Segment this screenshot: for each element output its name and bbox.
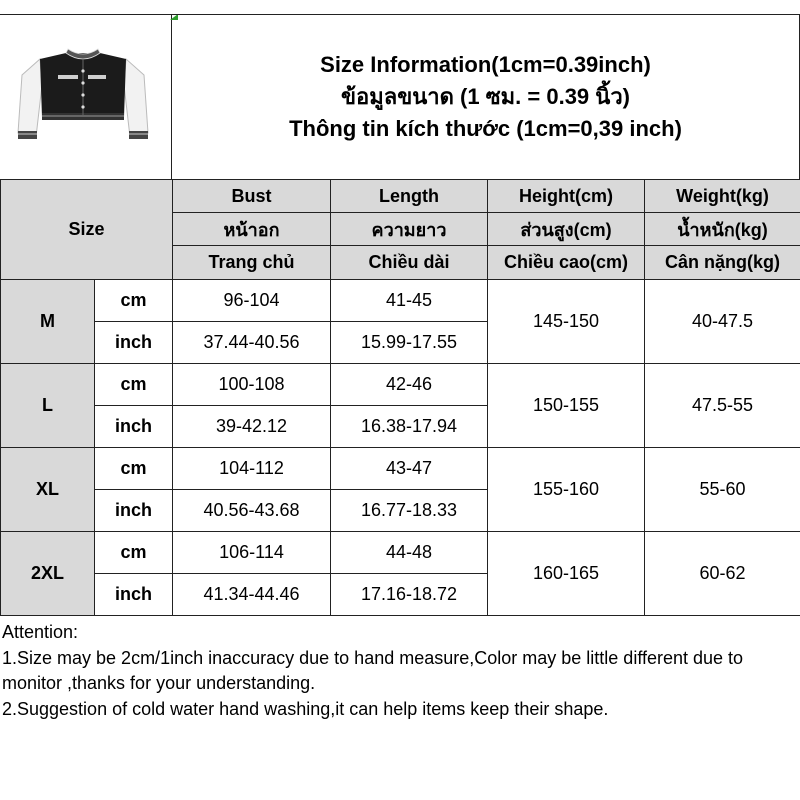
unit-cm: cm xyxy=(95,532,173,574)
unit-cm: cm xyxy=(95,364,173,406)
height-header-vi: Chiều cao(cm) xyxy=(488,246,645,280)
weight-header-th: น้ำหนัก(kg) xyxy=(645,213,800,246)
height-cell: 145-150 xyxy=(488,280,645,364)
table-row xyxy=(1,364,800,406)
unit-inch: inch xyxy=(95,322,173,364)
length-cm-cell: 43-47 xyxy=(331,448,488,490)
bust-inch-cell: 37.44-40.56 xyxy=(173,322,331,364)
height-cell: 160-165 xyxy=(488,532,645,616)
bust-header-vi: Trang chủ xyxy=(173,246,331,280)
attention-label: Attention: xyxy=(2,622,79,642)
note-line-2: 2.Suggestion of cold water hand washing,it can help items keep their shape. xyxy=(2,698,609,719)
height-cell: 155-160 xyxy=(488,448,645,532)
bust-cm-cell: 96-104 xyxy=(173,280,331,322)
bust-inch-cell: 40.56-43.68 xyxy=(173,490,331,532)
title-english: Size Information(1cm=0.39inch) xyxy=(320,52,651,77)
size-cell: M xyxy=(1,280,95,364)
weight-cell: 60-62 xyxy=(645,532,800,616)
size-cell: XL xyxy=(1,448,95,532)
unit-cm: cm xyxy=(95,280,173,322)
bust-inch-cell: 39-42.12 xyxy=(173,406,331,448)
unit-inch: inch xyxy=(95,490,173,532)
weight-header-vi: Cân nặng(kg) xyxy=(645,246,800,280)
bust-cm-cell: 104-112 xyxy=(173,448,331,490)
length-cm-cell: 42-46 xyxy=(331,364,488,406)
product-image-cell xyxy=(0,14,172,179)
jacket-product-image xyxy=(8,45,158,155)
unit-inch: inch xyxy=(95,406,173,448)
weight-cell: 47.5-55 xyxy=(645,364,800,448)
length-cm-cell: 41-45 xyxy=(331,280,488,322)
height-cell: 150-155 xyxy=(488,364,645,448)
weight-cell: 40-47.5 xyxy=(645,280,800,364)
bust-header-th: หน้าอก xyxy=(173,213,331,246)
size-header: Size xyxy=(1,180,173,280)
height-header-en: Height(cm) xyxy=(488,180,645,213)
note-line-1: 1.Size may be 2cm/1inch inaccuracy due to hand measure,Color may be little different due to monitor ,thanks for your understanding. xyxy=(2,647,744,693)
length-inch-cell: 17.16-18.72 xyxy=(331,574,488,616)
bust-inch-cell: 41.34-44.46 xyxy=(173,574,331,616)
size-information-title xyxy=(172,14,800,179)
weight-cell: 55-60 xyxy=(645,448,800,532)
length-cm-cell: 44-48 xyxy=(331,532,488,574)
length-inch-cell: 16.38-17.94 xyxy=(331,406,488,448)
table-row xyxy=(1,448,800,490)
weight-header-en: Weight(kg) xyxy=(645,180,800,213)
size-cell: 2XL xyxy=(1,532,95,616)
length-inch-cell: 16.77-18.33 xyxy=(331,490,488,532)
title-thai: ข้อมูลขนาด (1 ซม. = 0.39 นิ้ว) xyxy=(340,84,630,109)
unit-inch: inch xyxy=(95,574,173,616)
length-header-vi: Chiều dài xyxy=(331,246,488,280)
attention-notes xyxy=(2,620,798,722)
table-row xyxy=(1,280,800,322)
title-vietnamese: Thông tin kích thước (1cm=0,39 inch) xyxy=(289,116,682,141)
size-chart-table xyxy=(0,179,800,616)
length-inch-cell: 15.99-17.55 xyxy=(331,322,488,364)
bust-cm-cell: 106-114 xyxy=(173,532,331,574)
unit-cm: cm xyxy=(95,448,173,490)
length-header-th: ความยาว xyxy=(331,213,488,246)
table-row xyxy=(1,532,800,574)
length-header-en: Length xyxy=(331,180,488,213)
height-header-th: ส่วนสูง(cm) xyxy=(488,213,645,246)
bust-cm-cell: 100-108 xyxy=(173,364,331,406)
bust-header-en: Bust xyxy=(173,180,331,213)
size-cell: L xyxy=(1,364,95,448)
